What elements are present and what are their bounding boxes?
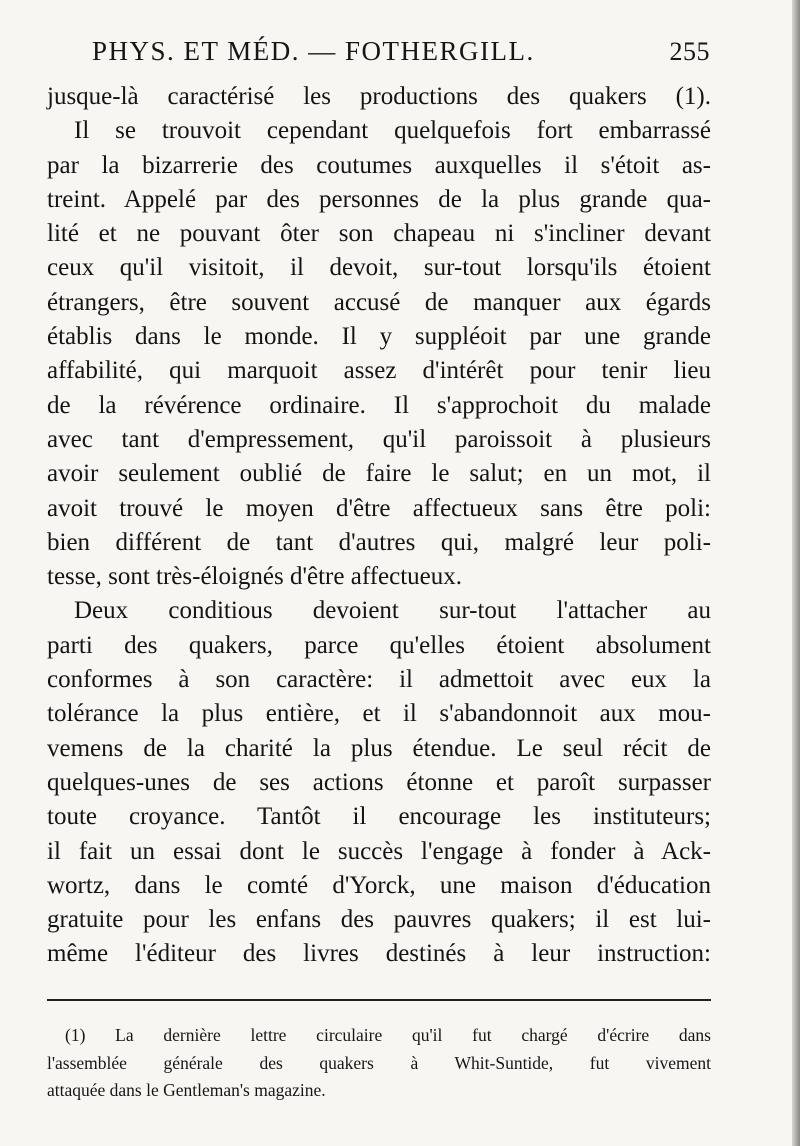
- footnote-line: (1) La dernière lettre circulaire qu'il fut chargé d'écrire dans: [65, 1025, 711, 1045]
- text-line: conformes à son caractère: il admettoit avec eux la: [47, 666, 711, 694]
- text-line: avec tant d'empressement, qu'il paroissoit à plusieurs: [47, 425, 711, 453]
- text-line: jusque-là caractérisé les productions des quakers (1).: [47, 83, 711, 110]
- text-line: étrangers, être souvent accusé de manquer aux égards: [47, 288, 711, 316]
- text-line: quelques-unes de ses actions étonne et paroît surpasser: [47, 768, 711, 796]
- text-line: ceux qu'il visitoit, il devoit, sur-tout lorsqu'ils étoient: [47, 254, 711, 282]
- text-line: wortz, dans le comté d'Yorck, une maison d'éducation: [47, 871, 711, 899]
- text-line: bien différent de tant d'autres qui, malgré leur poli-: [47, 528, 711, 556]
- text-line: parti des quakers, parce qu'elles étoient absolument: [47, 631, 711, 659]
- running-header: [92, 36, 710, 76]
- text-line: avoir seulement oublié de faire le salut; en un mot, il: [47, 460, 711, 488]
- text-line: tesse, sont très-éloignés d'être affectueux.: [47, 563, 463, 591]
- page-number: 255: [669, 37, 710, 66]
- text-line: Deux conditious devoient sur-tout l'attacher au: [74, 597, 711, 625]
- text-line: il fait un essai dont le succès l'engage à fonder à Ack-: [47, 837, 711, 865]
- text-line: vemens de la charité la plus étendue. Le seul récit de: [47, 734, 711, 762]
- text-line: même l'éditeur des livres destinés à leur instruction:: [47, 940, 711, 968]
- text-line: affabilité, qui marquoit assez d'intérêt pour tenir lieu: [47, 357, 711, 385]
- main-text: [47, 80, 711, 972]
- footnote-line: l'assemblée générale des quakers à Whit-Suntide, fut vivement: [47, 1052, 711, 1073]
- text-line: Il se trouvoit cependant quelquefois fort embarrassé: [74, 117, 711, 145]
- text-line: gratuite pour les enfans des pauvres quakers; il est lui-: [47, 906, 711, 934]
- text-line: treint. Appelé par des personnes de la plus grande qua-: [47, 185, 711, 213]
- footnote-rule: [47, 999, 711, 1001]
- running-title: PHYS. ET MÉD. — FOTHERGILL.: [92, 36, 535, 66]
- text-line: par la bizarrerie des coutumes auxquelles il s'étoit as-: [47, 151, 711, 179]
- text-line: de la révérence ordinaire. Il s'approchoit du malade: [47, 391, 711, 419]
- footnote: [47, 1022, 711, 1105]
- text-line: toute croyance. Tantôt il encourage les instituteurs;: [47, 803, 711, 831]
- text-line: établis dans le monde. Il y suppléoit par une grande: [47, 323, 711, 351]
- text-line: avoit trouvé le moyen d'être affectueux sans être poli:: [47, 494, 711, 522]
- text-line: lité et ne pouvant ôter son chapeau ni s'incliner devant: [47, 220, 711, 248]
- text-line: tolérance la plus entière, et il s'abandonnoit aux mou-: [47, 700, 711, 728]
- footnote-line: attaquée dans le Gentleman's magazine.: [47, 1080, 326, 1100]
